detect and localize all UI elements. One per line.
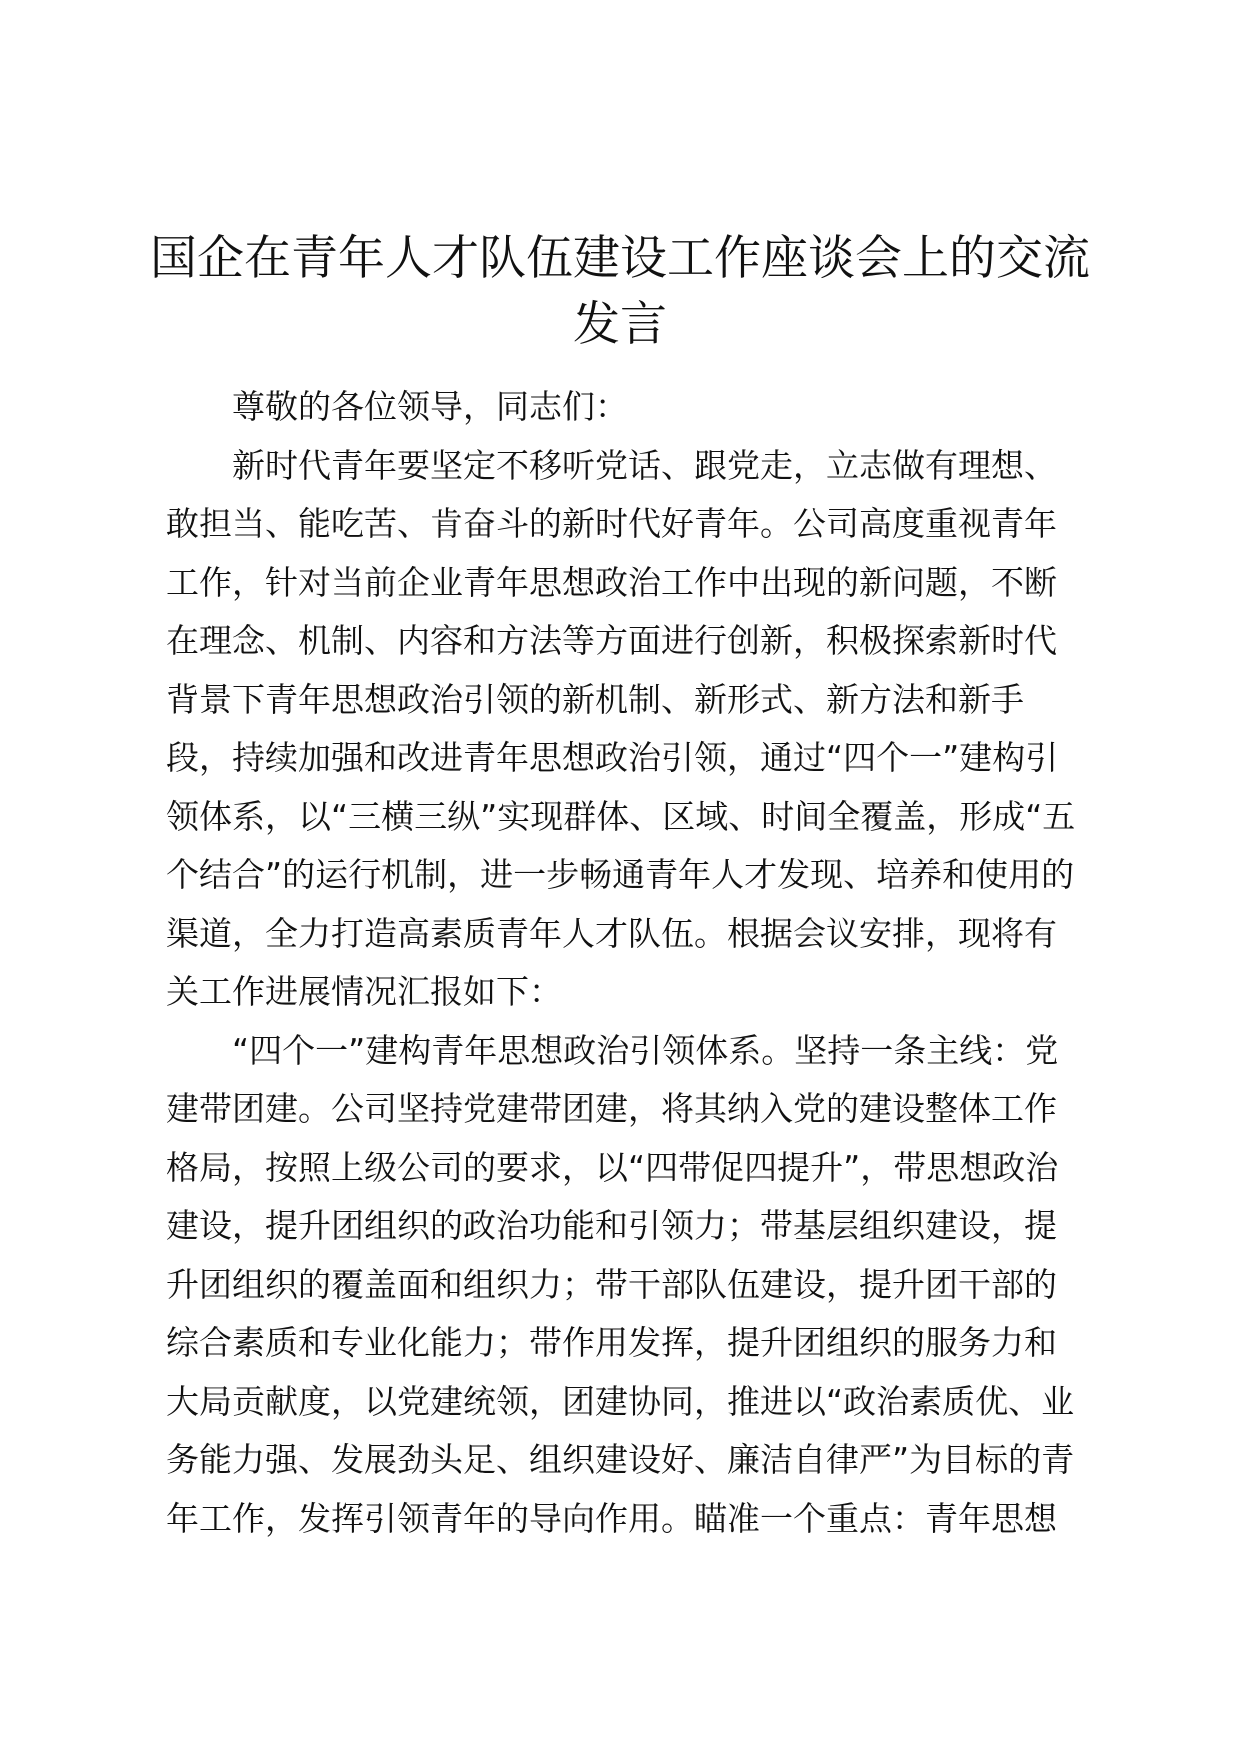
body-text-line: 格局，按照上级公司的要求，以“四带促四提升”，带思想政治 [166, 1147, 1059, 1187]
title-line-2: 发言 [573, 297, 667, 352]
body-text-line: 务能力强、发展劲头足、组织建设好、廉洁自律严”为目标的青 [166, 1440, 1075, 1479]
body-text-line: 新时代青年要坚定不移听党话、跟党走，立志做有理想、 [232, 445, 1057, 485]
body-text-line: 年工作，发挥引领青年的导向作用。瞄准一个重点：青年思想 [166, 1498, 1057, 1538]
body-text-line: 段，持续加强和改进青年思想政治引领，通过“四个一”建构引 [166, 738, 1059, 777]
body-text-line: 建带团建。公司坚持党建带团建，将其纳入党的建设整体工作 [166, 1089, 1057, 1128]
body-text-line: 建设，提升团组织的政治功能和引领力；带基层组织建设，提 [166, 1206, 1057, 1245]
body-text-line: 大局贡献度，以党建统领，团建协同，推进以“政治素质优、业 [166, 1381, 1075, 1421]
body-text-line: 升团组织的覆盖面和组织力；带干部队伍建设，提升团干部的 [166, 1264, 1057, 1304]
body-text-line: 关工作进展情况汇报如下： [166, 972, 562, 1011]
body-text-line: 领体系，以“三横三纵”实现群体、区域、时间全覆盖，形成“五 [166, 796, 1076, 836]
body-text-line: 在理念、机制、内容和方法等方面进行创新，积极探索新时代 [166, 621, 1057, 660]
body-text-line: 综合素质和专业化能力；带作用发挥，提升团组织的服务力和 [166, 1323, 1057, 1362]
body-text-line: 背景下青年思想政治引领的新机制、新形式、新方法和新手 [166, 679, 1024, 719]
title-line-1: 国企在青年人才队伍建设工作座谈会上的交流 [150, 231, 1090, 286]
body-text-line: 敢担当、能吃苦、肯奋斗的新时代好青年。公司高度重视青年 [166, 504, 1057, 543]
document-title [150, 226, 1090, 358]
body-text-line: 渠道，全力打造高素质青年人才队伍。根据会议安排，现将有 [166, 913, 1057, 953]
body-text-line: 尊敬的各位领导，同志们： [232, 387, 628, 426]
document-body [166, 378, 1086, 1548]
body-text-line: “四个一”建构青年思想政治引领体系。坚持一条主线：党 [232, 1030, 1059, 1070]
body-text-line: 工作，针对当前企业青年思想政治工作中出现的新问题，不断 [166, 562, 1057, 602]
body-text-line: 个结合”的运行机制，进一步畅通青年人才发现、培养和使用的 [166, 855, 1075, 894]
